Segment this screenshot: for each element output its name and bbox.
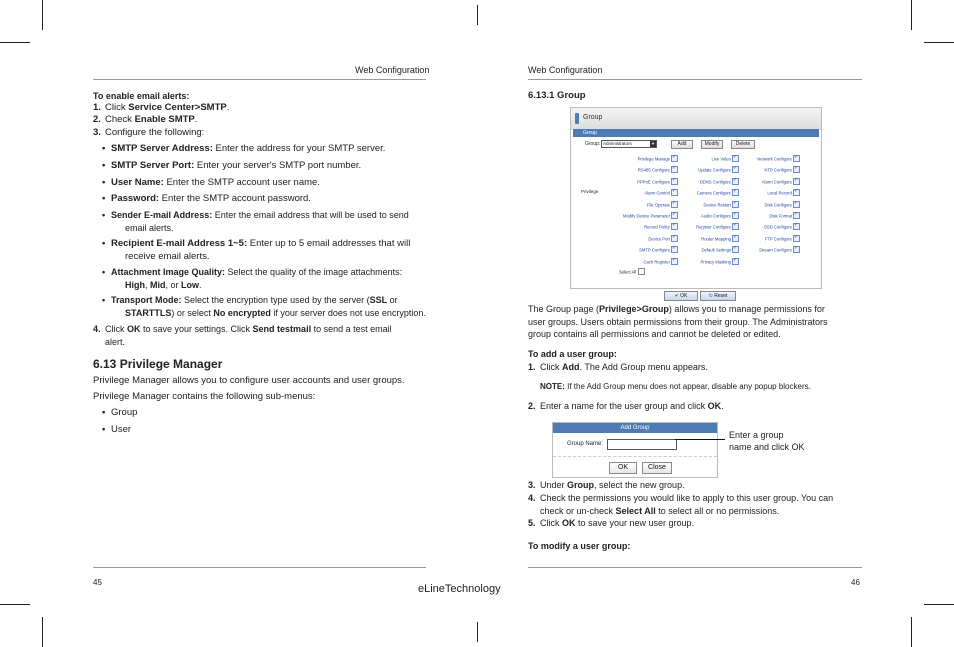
ok-button[interactable]: ✔ OK [664,291,698,301]
add-group-heading: To add a user group: [528,349,617,359]
checkbox-checked-icon[interactable]: ✓ [733,165,738,172]
submenu-item: • User [102,424,132,435]
permission-checkbox[interactable] [767,190,800,197]
permission-label: PPPoE Configure [637,179,670,185]
permission-label: Live Video [711,156,731,162]
step-3: 3. Configure the following: [93,127,205,138]
dialog-divider [553,456,717,457]
checkbox-checked-icon[interactable]: ✓ [672,165,677,172]
permission-checkbox[interactable] [769,213,800,220]
delete-button[interactable]: Delete [731,140,755,149]
bullet-recipient-email: • Recipient E-mail Address 1~5: Enter up to 5 email addresses that will receive email alerts. [102,238,411,262]
crop-mark [911,0,912,30]
submenu-item: • Group [102,407,138,418]
dialog-close-button[interactable]: Close [642,462,672,474]
bullet-smtp-port: • SMTP Server Port: Enter your server's SMTP port number. [102,160,362,171]
permission-label: Modify Device Parameter [622,213,670,219]
checkbox-checked-icon[interactable]: ✓ [794,245,799,252]
add-step-2: 2. Enter a name for the user group and click OK. [528,401,724,411]
permission-checkbox[interactable] [648,233,678,243]
add-step-3: 3. Under Group, select the new group. [528,480,685,490]
note: NOTE: If the Add Group menu does not appear, disable any popup blockers. [540,382,811,391]
add-group-dialog [552,422,718,478]
page-number: 46 [851,578,860,587]
permission-label: Stream Configure [759,247,792,253]
checkbox-checked-icon[interactable]: ✓ [733,222,738,229]
permission-label: DDNS Configure [699,179,731,185]
section-title: 6.13 Privilege Manager [93,357,223,371]
checkbox-checked-icon[interactable]: ✓ [794,165,799,172]
permission-label: Camera Configure [696,190,731,196]
permission-label: Cach Register [643,259,670,265]
add-step-5: 5. Click OK to save your new user group. [528,518,695,528]
page-header: Web Configuration [355,65,430,75]
checkbox-checked-icon[interactable]: ✓ [672,154,677,160]
checkbox-checked-icon[interactable]: ✓ [733,233,738,240]
checkbox-checked-icon[interactable]: ✓ [733,154,738,160]
add-step-1: 1. Click Add. The Add Group menu appears. [528,362,708,372]
permission-checkbox[interactable] [639,247,678,254]
permission-checkbox[interactable] [696,224,739,231]
group-name-input[interactable] [607,439,677,450]
permission-checkbox[interactable] [637,176,678,186]
permission-checkbox[interactable] [638,156,678,163]
permission-checkbox[interactable] [712,156,739,163]
callout-text: Enter a group name and click OK [729,430,805,452]
permission-checkbox[interactable] [623,213,678,220]
permission-label: Default Settings [701,247,731,253]
select-all-checkbox[interactable]: Select All [619,269,645,276]
reset-icon: ↻ [708,293,713,299]
chevron-down-icon: ▼ [651,141,655,146]
crop-mark [924,42,954,43]
permission-label: Router Mapping [701,236,731,242]
checkbox-checked-icon[interactable]: ✓ [672,256,677,263]
permission-checkbox[interactable] [644,190,678,197]
privilege-label: Privilege [581,189,599,194]
checkbox-checked-icon[interactable]: ✓ [733,211,738,217]
permission-checkbox[interactable] [701,213,739,220]
permission-label: File Operate [646,202,670,208]
check-icon: ✔ [674,293,679,299]
checkbox-checked-icon[interactable]: ✓ [672,188,677,195]
permission-label: SMTP Configure [639,247,670,253]
crop-mark [924,604,954,605]
permission-checkbox[interactable] [699,176,739,186]
checkbox-checked-icon[interactable]: ✓ [794,176,799,183]
group-icon [575,113,579,124]
dialog-title: Add Group [553,423,717,433]
checkbox-checked-icon[interactable]: ✓ [794,199,799,206]
checkbox-checked-icon[interactable]: ✓ [794,233,799,240]
permission-checkbox[interactable] [757,156,800,163]
group-screenshot [570,107,822,289]
checkbox-checked-icon[interactable]: ✓ [672,211,677,217]
permission-label: Privilege Manage [637,156,670,162]
permission-label: OSD Configure [763,225,792,230]
step-2: 2. Check Enable SMTP. [93,114,198,125]
permission-label: RS485 Configure [637,168,670,173]
page-number: 45 [93,578,102,587]
bullet-transport-mode: • Transport Mode: Select the encryption type used by the server (SSL or STARTTLS) or select No encrypted if your server does not use encryption. [102,295,426,318]
bullet-smtp-address: • SMTP Server Address: Enter the address for your SMTP server. [102,143,386,154]
permission-label: NTP Configure [764,168,792,173]
permission-checkbox[interactable] [698,167,739,174]
permission-label: Update Configure [698,168,731,173]
permission-checkbox[interactable] [759,247,800,254]
permission-label: Record Policy [644,225,670,230]
permission-checkbox[interactable] [764,224,800,231]
permission-checkbox[interactable] [764,167,800,174]
checkbox-checked-icon[interactable]: ✓ [672,233,677,240]
bullet-password: • Password: Enter the SMTP account password. [102,193,311,204]
add-button[interactable]: Add [671,140,693,149]
intro-paragraph: Privilege Manager allows you to configure user accounts and user groups. [93,375,405,386]
group-label: Group: [585,141,601,147]
permission-label: Alarm Configure [761,179,792,185]
permission-checkbox[interactable] [646,199,678,209]
step-1: 1. Click Service Center>SMTP. [93,102,230,113]
page-header: Web Configuration [528,65,603,75]
permission-checkbox[interactable] [700,256,739,266]
permission-checkbox[interactable] [764,233,800,243]
step-4: 4. Click OK to save your settings. Click Send testmail to send a test email alert. [93,324,392,347]
crop-mark [42,0,43,30]
permission-label: Privacy Masking [700,259,731,265]
permission-checkbox[interactable] [701,247,739,254]
bullet-image-quality: • Attachment Image Quality: Select the quality of the image attachments: High, Mid, or Low. [102,267,403,290]
permission-checkbox[interactable] [764,199,800,209]
subsection-title: 6.13.1 Group [528,90,586,101]
permission-checkbox[interactable] [697,190,739,197]
permission-label: Device Restart [703,202,731,208]
bullet-user-name: • User Name: Enter the SMTP account user name. [102,177,320,188]
checkbox-checked-icon[interactable]: ✓ [672,199,677,206]
crop-mark [477,622,478,642]
permission-label: Network Configure [757,156,792,162]
checkbox-checked-icon[interactable]: ✓ [733,245,738,252]
crop-mark [477,5,478,25]
group-select[interactable]: Administrators ▼ [601,140,657,148]
permission-checkbox[interactable] [703,199,739,209]
checkbox-checked-icon[interactable]: ✓ [794,222,799,229]
crop-mark [42,617,43,647]
header-rule [528,79,862,80]
permission-label: Disk Format [769,213,792,219]
modify-button[interactable]: Modify [701,140,723,149]
permission-label: FTP Configure [764,236,792,242]
crop-mark [0,42,30,43]
permission-checkbox[interactable] [761,176,800,186]
dialog-ok-button[interactable]: OK [609,462,637,474]
group-name-label: Group Name: [567,441,604,447]
add-step-4: 4. Check the permissions you would like to apply to this user group. You can check or un-check Select All to select all or no permissions. [528,493,834,516]
header-rule [93,79,426,80]
permission-label: Disk Configure [764,202,792,208]
permission-label: Register Configure [696,225,731,230]
checkbox-checked-icon[interactable]: ✓ [794,154,799,160]
permission-checkbox[interactable] [643,256,678,266]
permission-label: Alarm Control [644,190,670,196]
permission-checkbox[interactable] [644,224,678,231]
checkbox-checked-icon[interactable]: ✓ [733,188,738,195]
footer-rule [528,567,862,568]
permission-label: Device Port [648,236,670,242]
screenshot-titlebar: Group [571,108,821,130]
checkbox-checked-icon[interactable]: ✓ [794,188,799,195]
group-description: The Group page (Privilege>Group) allows you to manage permissions for user groups. Users obtain permissions from their group. The Administrators group contains all permissions and cannot be deleted or edited. [528,304,828,339]
checkbox-checked-icon[interactable]: ✓ [794,211,799,217]
modify-group-heading: To modify a user group: [528,541,631,551]
checkbox-checked-icon[interactable]: ✓ [733,176,738,183]
checkbox-checked-icon[interactable]: ✓ [733,256,738,263]
permission-checkbox[interactable] [701,233,739,243]
permission-label: Audio Configure [700,213,731,219]
checkbox-checked-icon[interactable]: ✓ [672,222,677,229]
permission-label: Local Record [767,190,792,196]
group-bar: Group [573,129,819,137]
footer-rule [93,567,426,568]
permission-checkbox[interactable] [638,167,678,174]
bullet-sender-email: • Sender E-mail Address: Enter the email address that will be used to send email alerts. [102,210,409,233]
checkbox-checked-icon[interactable]: ✓ [672,245,677,252]
crop-mark [0,604,30,605]
checkbox-checked-icon[interactable]: ✓ [672,176,677,183]
footer-brand: eLineTechnology [418,583,501,595]
callout-line [675,439,725,440]
submenu-intro: Privilege Manager contains the following sub-menus: [93,391,316,402]
crop-mark [911,617,912,647]
checkbox-checked-icon[interactable]: ✓ [733,199,738,206]
alerts-heading: To enable email alerts: [93,91,190,101]
reset-button[interactable]: ↻ Reset [700,291,736,301]
